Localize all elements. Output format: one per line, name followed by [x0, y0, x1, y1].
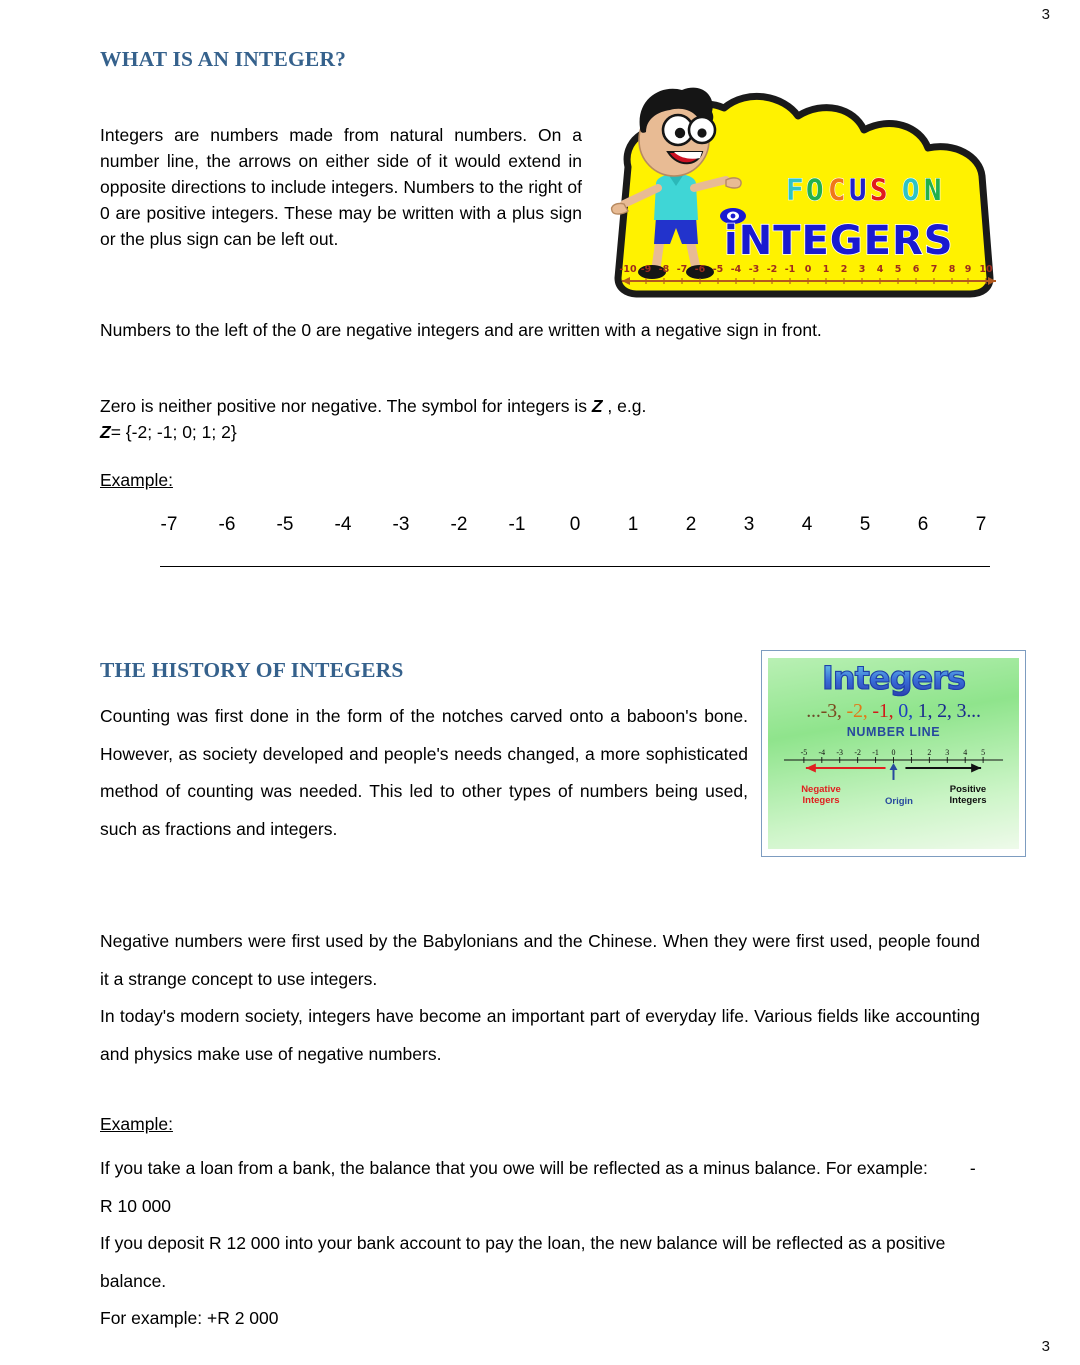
clipart-legend: [768, 780, 1019, 826]
number-line-tick: 4: [801, 514, 813, 535]
sequence-ellipsis-left: ...: [806, 700, 821, 722]
svg-text:9: 9: [964, 264, 972, 275]
example-label-section-2: Example:: [100, 1114, 173, 1134]
bank-example-line-2: If you deposit R 12 000 into your bank account to pay the loan, the new balance will be reflected as a positive balance.: [100, 1233, 946, 1291]
number-line-tick: 5: [859, 514, 871, 535]
clipart-integer-sequence: [768, 700, 1019, 723]
zero-sentence-suffix: , e.g.: [602, 396, 647, 416]
number-line-tick: -4: [334, 514, 352, 535]
svg-text:-4: -4: [730, 264, 742, 275]
bank-example-amount-negative: -R 10 000: [100, 1158, 976, 1216]
legend-origin: Origin: [885, 796, 913, 807]
svg-text:C: C: [828, 173, 846, 207]
number-line-tick: 3: [743, 514, 755, 535]
svg-text:-4: -4: [818, 748, 826, 758]
svg-text:S: S: [870, 173, 888, 207]
sequence-item: -1,: [872, 700, 894, 722]
example-label-section-1: Example:: [100, 470, 173, 490]
svg-text:U: U: [849, 173, 867, 207]
svg-text:3: 3: [945, 748, 950, 758]
clipart-direction-arrows: [782, 762, 1005, 782]
sequence-item: -2,: [846, 700, 868, 722]
svg-text:2: 2: [927, 748, 932, 758]
svg-text:N: N: [924, 173, 942, 207]
svg-text:-1: -1: [784, 264, 796, 275]
svg-text:5: 5: [981, 748, 986, 758]
svg-text:F: F: [786, 173, 804, 207]
clipart-label-number-line: NUMBER LINE: [846, 725, 941, 739]
legend-negative-integers: Negative Integers: [801, 784, 841, 806]
clipart-inner-canvas: [768, 658, 1019, 849]
focus-on-integers-clipart: [598, 72, 1008, 299]
svg-text:-5: -5: [800, 748, 808, 758]
number-line-tick: -7: [160, 514, 178, 535]
bank-example-line-3: For example: +R 2 000: [100, 1308, 279, 1328]
clipart-title-integers: Integers: [768, 660, 1019, 696]
number-line-tick: 2: [685, 514, 697, 535]
svg-text:-7: -7: [676, 264, 688, 275]
section-heading-what-is-an-integer: WHAT IS AN INTEGER?: [100, 47, 347, 71]
legend-positive-integers: Positive Integers: [949, 784, 987, 806]
svg-text:0: 0: [891, 748, 896, 758]
svg-text:-9: -9: [640, 264, 652, 275]
svg-text:-8: -8: [658, 264, 670, 275]
svg-text:-10: -10: [619, 264, 637, 275]
svg-text:-2: -2: [854, 748, 861, 758]
number-line-tick: -3: [392, 514, 410, 535]
example-number-line-row: [160, 514, 990, 536]
svg-text:4: 4: [963, 748, 968, 758]
svg-text:6: 6: [912, 264, 920, 275]
paragraph-zero-and-symbol: [100, 393, 980, 445]
svg-text:-1: -1: [872, 748, 879, 758]
svg-text:7: 7: [930, 264, 938, 275]
paragraph-integers-definition: Integers are numbers made from natural numbers. On a number line, the arrows on either side of it would extend in opposite directions to include integers. Numbers to the right of 0 are positive integers. These may be written with a plus sign or the plus sign can be left out.: [100, 125, 582, 249]
paragraph-counting-history: Counting was first done in the form of the notches carved onto a baboon's bone. However, as society developed and people's needs changed, a more sophisticated method of counting was needed. This led to other types of numbers being used, such as fractions and integers.: [100, 706, 748, 839]
page-number-top: 3: [1041, 6, 1050, 23]
number-line-tick: -6: [218, 514, 236, 535]
svg-text:-6: -6: [694, 264, 706, 275]
paragraph-bank-example: [100, 1150, 980, 1338]
sequence-item: 0,: [898, 700, 913, 722]
sequence-item: 1,: [917, 700, 933, 722]
svg-text:5: 5: [894, 264, 902, 275]
svg-text:O: O: [902, 173, 920, 207]
svg-text:1: 1: [822, 264, 830, 275]
svg-text:-3: -3: [748, 264, 760, 275]
svg-text:1: 1: [909, 748, 914, 758]
svg-text:iNTEGERS: iNTEGERS: [724, 218, 954, 264]
zero-sentence-prefix: Zero is neither positive nor negative. The symbol for integers is: [100, 396, 592, 416]
bank-example-line-1: If you take a loan from a bank, the balance that you owe will be reflected as a minus balance. For example:: [100, 1158, 928, 1178]
number-line-tick: -1: [508, 514, 526, 535]
number-line-tick: 0: [569, 514, 581, 535]
page-number-bottom: 3: [1041, 1338, 1050, 1355]
svg-text:2: 2: [840, 264, 848, 275]
sequence-item: 3...: [956, 700, 981, 722]
svg-text:4: 4: [876, 264, 884, 275]
number-line-tick: 7: [975, 514, 987, 535]
horizontal-rule: [160, 566, 990, 567]
svg-text:10: 10: [979, 264, 993, 275]
set-symbol-z: Z: [100, 422, 111, 442]
sequence-item: -3,: [820, 700, 842, 722]
number-line-tick: 1: [627, 514, 639, 535]
section-heading-history-of-integers: THE HISTORY OF INTEGERS: [100, 658, 404, 682]
svg-text:-3: -3: [836, 748, 844, 758]
integers-number-line-clipart: [761, 650, 1026, 857]
paragraph-negative-numbers-origin: Negative numbers were first used by the Babylonians and the Chinese. When they were first used, people found it a strange concept to use integers.: [100, 931, 980, 989]
set-definition: = {-2; -1; 0; 1; 2}: [110, 422, 237, 442]
number-line-tick: -5: [276, 514, 294, 535]
svg-text:0: 0: [804, 264, 812, 275]
number-line-tick: -2: [450, 514, 468, 535]
sequence-item: 2,: [937, 700, 952, 722]
number-line-tick: 6: [917, 514, 929, 535]
svg-text:-2: -2: [766, 264, 778, 275]
svg-text:8: 8: [948, 264, 956, 275]
paragraph-negative-integers: Numbers to the left of the 0 are negative integers and are written with a negative sign in front.: [100, 320, 822, 340]
svg-text:3: 3: [858, 264, 866, 275]
paragraph-modern-society: In today's modern society, integers have become an important part of everyday life. Various fields like accounting and physics make use of negative numbers.: [100, 1006, 980, 1064]
svg-text:O: O: [806, 173, 824, 207]
svg-text:-5: -5: [712, 264, 724, 275]
integer-symbol-z: Z: [591, 396, 603, 416]
